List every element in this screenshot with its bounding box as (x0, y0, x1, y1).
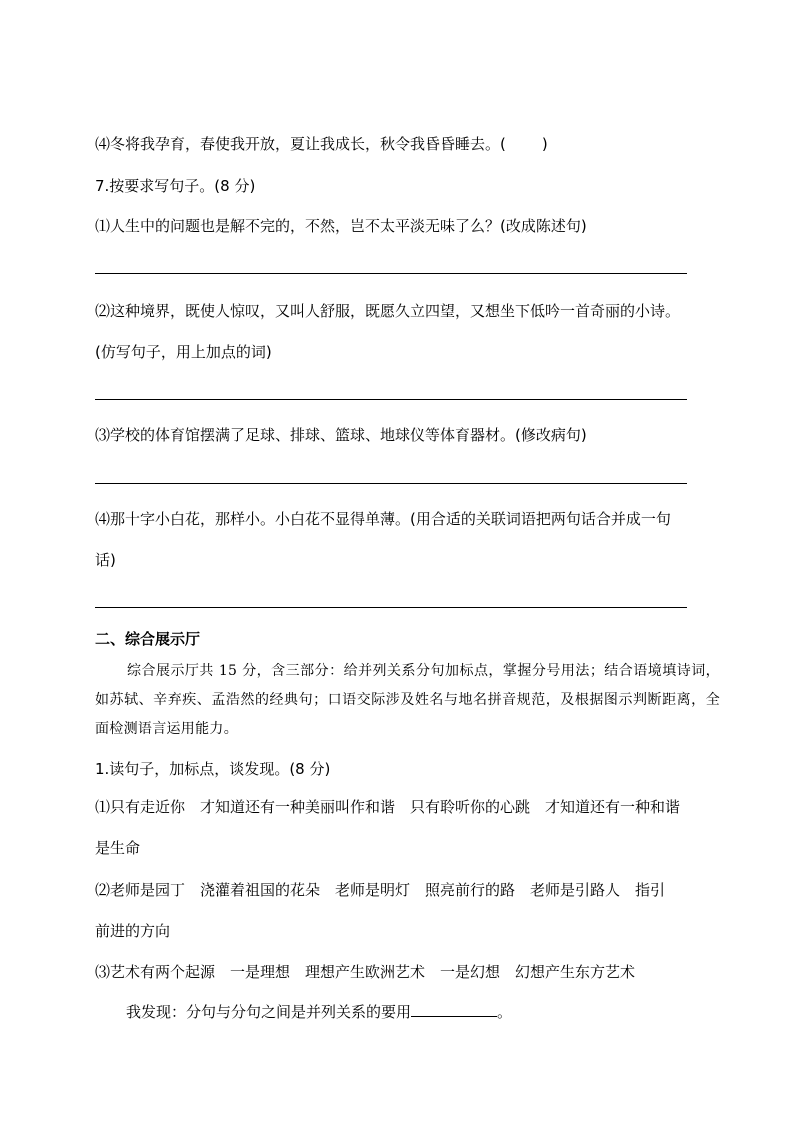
q7-item4-line2: 话) (95, 551, 116, 569)
q1-item2-line1: ⑵老师是园丁 浇灌着祖国的花朵 老师是明灯 照亮前行的路 老师是引路人 指引 (95, 881, 666, 899)
q1-item3: ⑶艺术有两个起源 一是理想 理想产生欧洲艺术 一是幻想 幻想产生东方艺术 (95, 963, 636, 981)
fill-blank[interactable] (411, 1002, 497, 1017)
q6-item4-text: ⑷冬将我孕育，春使我开放，夏让我成长，秋令我昏昏睡去。( (95, 135, 506, 153)
section-intro: 综合展示厅共 15 分，含三部分：给并列关系分句加标点，掌握分号用法；结合语境填诗词，如苏轼、辛弃疾、孟浩然的经典句；口语交际涉及姓名与地名拼音规范，及根据图示判断距离，全面检测语言运用能力。 (95, 663, 720, 737)
q6-item4 (95, 134, 548, 154)
q7-item4-line1: ⑷那十字小白花，那样小。小白花不显得单薄。(用合适的关联词语把两句话合并成一句 (95, 510, 671, 528)
q7-item3: ⑶学校的体育馆摆满了足球、排球、篮球、地球仪等体育器材。(修改病句) (95, 426, 587, 444)
q6-item4-close: ) (541, 135, 548, 153)
answer-line-q7-3[interactable] (95, 483, 687, 484)
q1-title: 1.读句子，加标点，谈发现。(8 分) (95, 760, 331, 778)
discovery-text: 我发现：分句与分句之间是并列关系的要用 (126, 1003, 412, 1021)
q7-item2-line1: ⑵这种境界，既使人惊叹，又叫人舒服，既愿久立四望，又想坐下低吟一首奇丽的小诗。 (95, 302, 681, 320)
q7-item2-line2: (仿写句子，用上加点的词) (95, 343, 272, 361)
answer-line-q7-4[interactable] (95, 607, 687, 608)
q7-title: 7.按要求写句子。(8 分) (95, 177, 256, 195)
q7-item1: ⑴人生中的问题也是解不完的，不然，岂不太平淡无味了么？(改成陈述句) (95, 217, 587, 235)
discovery-period: 。 (497, 1003, 513, 1021)
q1-discovery (126, 1002, 512, 1022)
answer-line-q7-2[interactable] (95, 399, 687, 400)
q1-item1-line1: ⑴只有走近你 才知道还有一种美丽叫作和谐 只有聆听你的心跳 才知道还有一种和谐 (95, 798, 681, 816)
answer-line-q7-1[interactable] (95, 273, 687, 274)
section-heading: 二、综合展示厅 (95, 630, 201, 648)
q1-item2-line2: 前进的方向 (95, 922, 171, 940)
q1-item1-line2: 是生命 (95, 839, 141, 857)
